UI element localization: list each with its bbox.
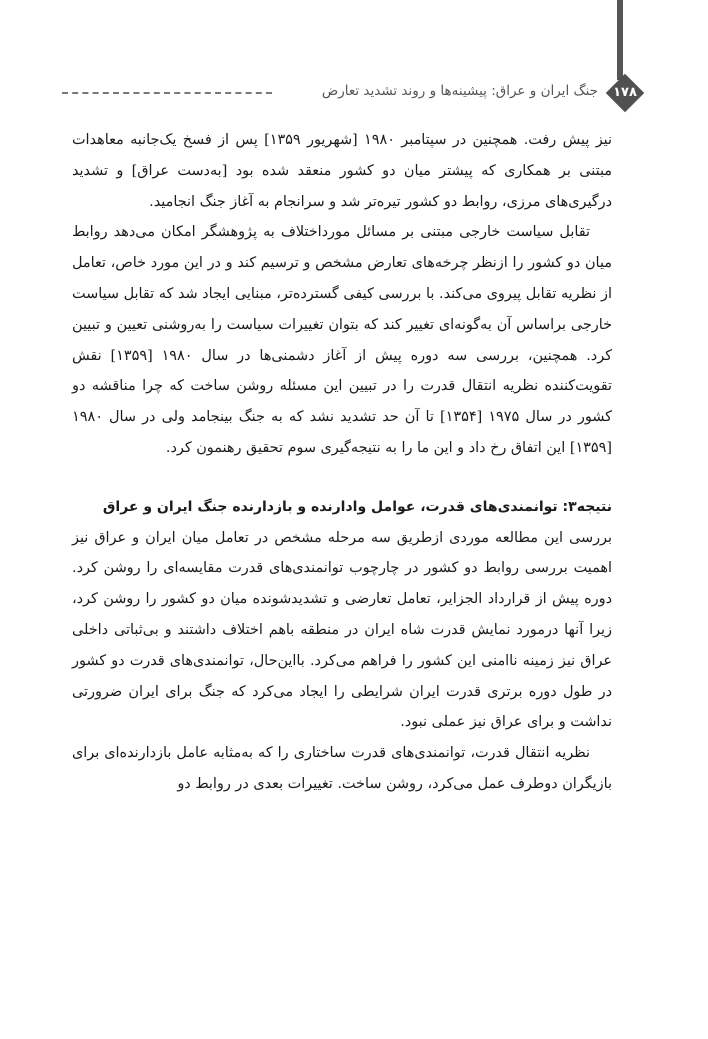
page-number: ۱۷۸ — [613, 85, 637, 100]
paragraph-3: بررسی این مطالعه موردی ازطریق سه مرحله مشخص در تعامل میان ایران و عراق نیز اهمیت بررسی روابط دو کشور در چارچوب توانمندی‌های قدرت مقایسه‌ای را روشن کرد. دوره پیش از قرارداد الجزایر، تعامل تعارضی و تشدیدشونده میان دو کشور را روشن کرد، زیرا آنها درمورد نمایش قدرت شاه ایران در منطقه باهم اختلاف داشتند و بی‌ثباتی داخلی عراق نیز زمینه ناامنی این کشور را فراهم می‌کرد. بااین‌حال، توانمندی‌های قدرت دو کشور در طول دوره برتری قدرت ایران شرایطی را ایجاد می‌کرد که جنگ برای ایران ضرورتی نداشت و برای عراق نیز عملی نبود. — [72, 529, 612, 731]
paragraph-4: نظریه انتقال قدرت، توانمندی‌های قدرت ساختاری را که به‌مثابه عامل بازدارنده‌ای برای بازیگران دوطرف عمل می‌کرد، روشن ساخت. تغییرات بعدی در روابط دو — [72, 745, 612, 792]
running-title: جنگ ایران و عراق: پیشینه‌ها و روند تشدید تعارض — [321, 83, 598, 99]
running-header — [62, 76, 642, 108]
paragraph-2: تقابل سیاست خارجی مبتنی بر مسائل مورداختلاف به پژوهشگر امکان می‌دهد روابط میان دو کشور را ازنظر چرخه‌های تعارض مشخص و ترسیم کند و در این مورد خاص، تعامل از نظریه تقابل پیروی می‌کند. با بررسی کیفی گسترده‌تر، مبنایی ایجاد شد که تقابل سیاست خارجی براساس آن به‌گونه‌ای تغییر کند که بتوان تغییرات سیاست را به‌روشنی تعیین و تبیین کرد. همچنین، بررسی سه دوره پیش از آغاز دشمنی‌ها در سال ۱۹۸۰ [۱۳۵۹] نقش تقویت‌کننده نظریه انتقال قدرت را در تبیین این مسئله روشن ساخت که چرا مناقشه دو کشور در سال ۱۹۷۵ [۱۳۵۴] تا آن حد تشدید نشد که به جنگ بینجامد ولی در سال ۱۹۸۰ [۱۳۵۹] این اتفاق رخ داد و این ما را به نتیجه‌گیری سوم تحقیق رهنمون کرد. — [72, 224, 612, 456]
header-dashed-rule — [62, 92, 272, 94]
top-margin-rule — [617, 0, 623, 80]
section-heading: نتیجه۳: توانمندی‌های قدرت، عوامل وادارنده و بازدارنده جنگ ایران و عراق — [102, 498, 612, 515]
paragraph-1: نیز پیش رفت. همچنین در سپتامبر ۱۹۸۰ [شهریور ۱۳۵۹] پس از فسخ یک‌جانبه معاهدات مبتنی بر همکاری که پیشتر میان دو کشور منعقد شده بود [به‌دست عراق] و تشدید درگیری‌های مرزی، روابط دو کشور تیره‌تر شد و سرانجام به آغاز جنگ انجامید. — [72, 132, 612, 210]
body-text — [72, 125, 612, 800]
